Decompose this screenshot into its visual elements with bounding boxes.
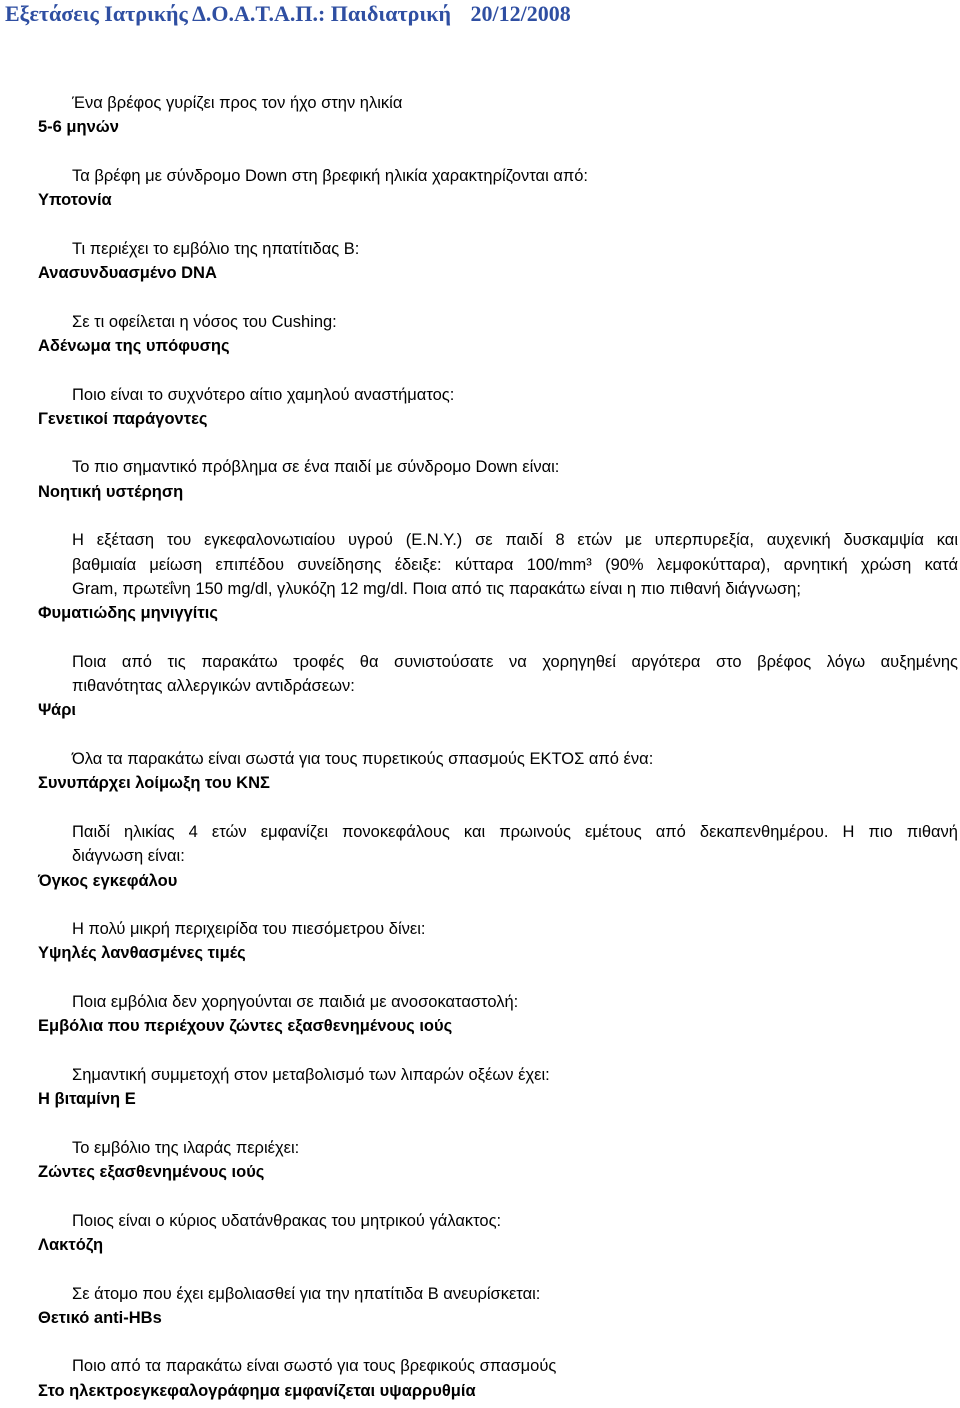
answer-text: 5-6 μηνών	[38, 118, 119, 137]
question-text: Ποιος είναι ο κύριος υδατάνθρακας του μητρικού γάλακτος:	[72, 1211, 502, 1230]
answer-text: Αδένωμα της υπόφυσης	[38, 336, 230, 355]
question-text: Η εξέταση του εγκεφαλονωτιαίου υγρού (Ε.Ν.Υ.) σε παιδί 8 ετών με υπερπυρεξία, αυχενική δυσκαμψία και	[72, 531, 958, 550]
question-text: Ποιο από τα παρακάτω είναι σωστό για τους βρεφικούς σπασμούς	[72, 1357, 557, 1376]
qa-item	[0, 747, 960, 796]
qa-item	[0, 1136, 960, 1185]
qa-item	[0, 237, 960, 286]
exam-date: 20/12/2008	[470, 1, 571, 26]
question-text: Σε τι οφείλεται η νόσος του Cushing:	[72, 312, 337, 331]
question-text: διάγνωση είναι:	[72, 847, 185, 866]
answer-text: Λακτόζη	[38, 1235, 104, 1254]
question-text: Ποια εμβόλια δεν χορηγούνται σε παιδιά με ανοσοκαταστολή:	[72, 992, 519, 1011]
qa-item	[0, 1282, 960, 1331]
question-text: Όλα τα παρακάτω είναι σωστά για τους πυρετικούς σπασμούς ΕΚΤΟΣ από ένα:	[72, 750, 654, 769]
answer-text: Νοητική υστέρηση	[38, 482, 184, 501]
question-text: Σημαντική συμμετοχή στον μεταβολισμό των λιπαρών οξέων έχει:	[72, 1065, 550, 1084]
question-text: Σε άτομο που έχει εμβολιασθεί για την ηπατίτιδα Β ανευρίσκεται:	[72, 1284, 541, 1303]
qa-item	[0, 820, 960, 893]
question-list	[0, 91, 960, 1403]
answer-text: Στο ηλεκτροεγκεφαλογράφημα εμφανίζεται υψαρρυθμία	[38, 1381, 476, 1400]
qa-item	[0, 917, 960, 966]
qa-item	[0, 990, 960, 1039]
question-text: Η πολύ μικρή περιχειρίδα του πιεσόμετρου δίνει:	[72, 920, 426, 939]
question-text: Το εμβόλιο της ιλαράς περιέχει:	[72, 1138, 300, 1157]
qa-item	[0, 1209, 960, 1258]
answer-text: Συνυπάρχει λοίμωξη του ΚΝΣ	[38, 774, 270, 793]
question-text: Gram, πρωτεΐνη 150 mg/dl, γλυκόζη 12 mg/dl. Ποια από τις παρακάτω είναι η πιο πιθανή διάγνωση;	[72, 579, 801, 598]
qa-item	[0, 383, 960, 432]
answer-text: Ζώντες εξασθενημένους ιούς	[38, 1163, 265, 1182]
question-text: Τα βρέφη με σύνδρομο Down στη βρεφική ηλικία χαρακτηρίζονται από:	[72, 166, 589, 185]
answer-text: Θετικό anti-HBs	[38, 1308, 162, 1327]
answer-text: Εμβόλια που περιέχουν ζώντες εξασθενημένους ιούς	[38, 1017, 453, 1036]
answer-text: Ψάρι	[38, 701, 76, 720]
qa-item	[0, 164, 960, 213]
question-text: Ποιο είναι το συχνότερο αίτιο χαμηλού αναστήματος:	[72, 385, 455, 404]
qa-item	[0, 650, 960, 723]
answer-text: Υψηλές λανθασμένες τιμές	[38, 944, 246, 963]
answer-text: Υποτονία	[38, 191, 112, 210]
qa-item	[0, 528, 960, 625]
answer-text: Φυματιώδης μηνιγγίτις	[38, 604, 218, 623]
question-text: πιθανότητας αλλεργικών αντιδράσεων:	[72, 677, 355, 696]
subject-title: Παιδιατρική	[330, 1, 451, 26]
question-text: Ένα βρέφος γυρίζει προς τον ήχο στην ηλικία	[72, 94, 403, 112]
question-text: Το πιο σημαντικό πρόβλημα σε ένα παιδί με σύνδρομο Down είναι:	[72, 458, 560, 477]
question-text: Παιδί ηλικίας 4 ετών εμφανίζει πονοκεφάλους και πρωινούς εμέτους από δεκαπενθημέρου. Η πιο πιθανή	[72, 822, 958, 841]
question-text: βαθμιαία μείωση επιπέδου συνείδησης έδειξε: κύτταρα 100/mm³ (90% λεμφοκύτταρα), αρνητική χρώση κατά	[72, 555, 958, 574]
qa-item	[0, 1063, 960, 1112]
answer-text: Όγκος εγκεφάλου	[38, 871, 178, 890]
answer-text: Ανασυνδυασμένο DNA	[38, 264, 217, 283]
question-text: Ποια από τις παρακάτω τροφές θα συνιστούσατε να χορηγηθεί αργότερα στο βρέφος λόγω αυξημένης	[72, 652, 958, 671]
qa-item	[0, 91, 960, 140]
page-header	[5, 1, 571, 27]
exam-title: Εξετάσεις Ιατρικής Δ.Ο.Α.Τ.Α.Π.:	[5, 1, 326, 26]
qa-item	[0, 1354, 960, 1403]
question-text: Τι περιέχει το εμβόλιο της ηπατίτιδας Β:	[72, 239, 360, 258]
qa-item	[0, 310, 960, 359]
answer-text: Η βιταμίνη Ε	[38, 1090, 136, 1109]
answer-text: Γενετικοί παράγοντες	[38, 409, 208, 428]
qa-item	[0, 455, 960, 504]
